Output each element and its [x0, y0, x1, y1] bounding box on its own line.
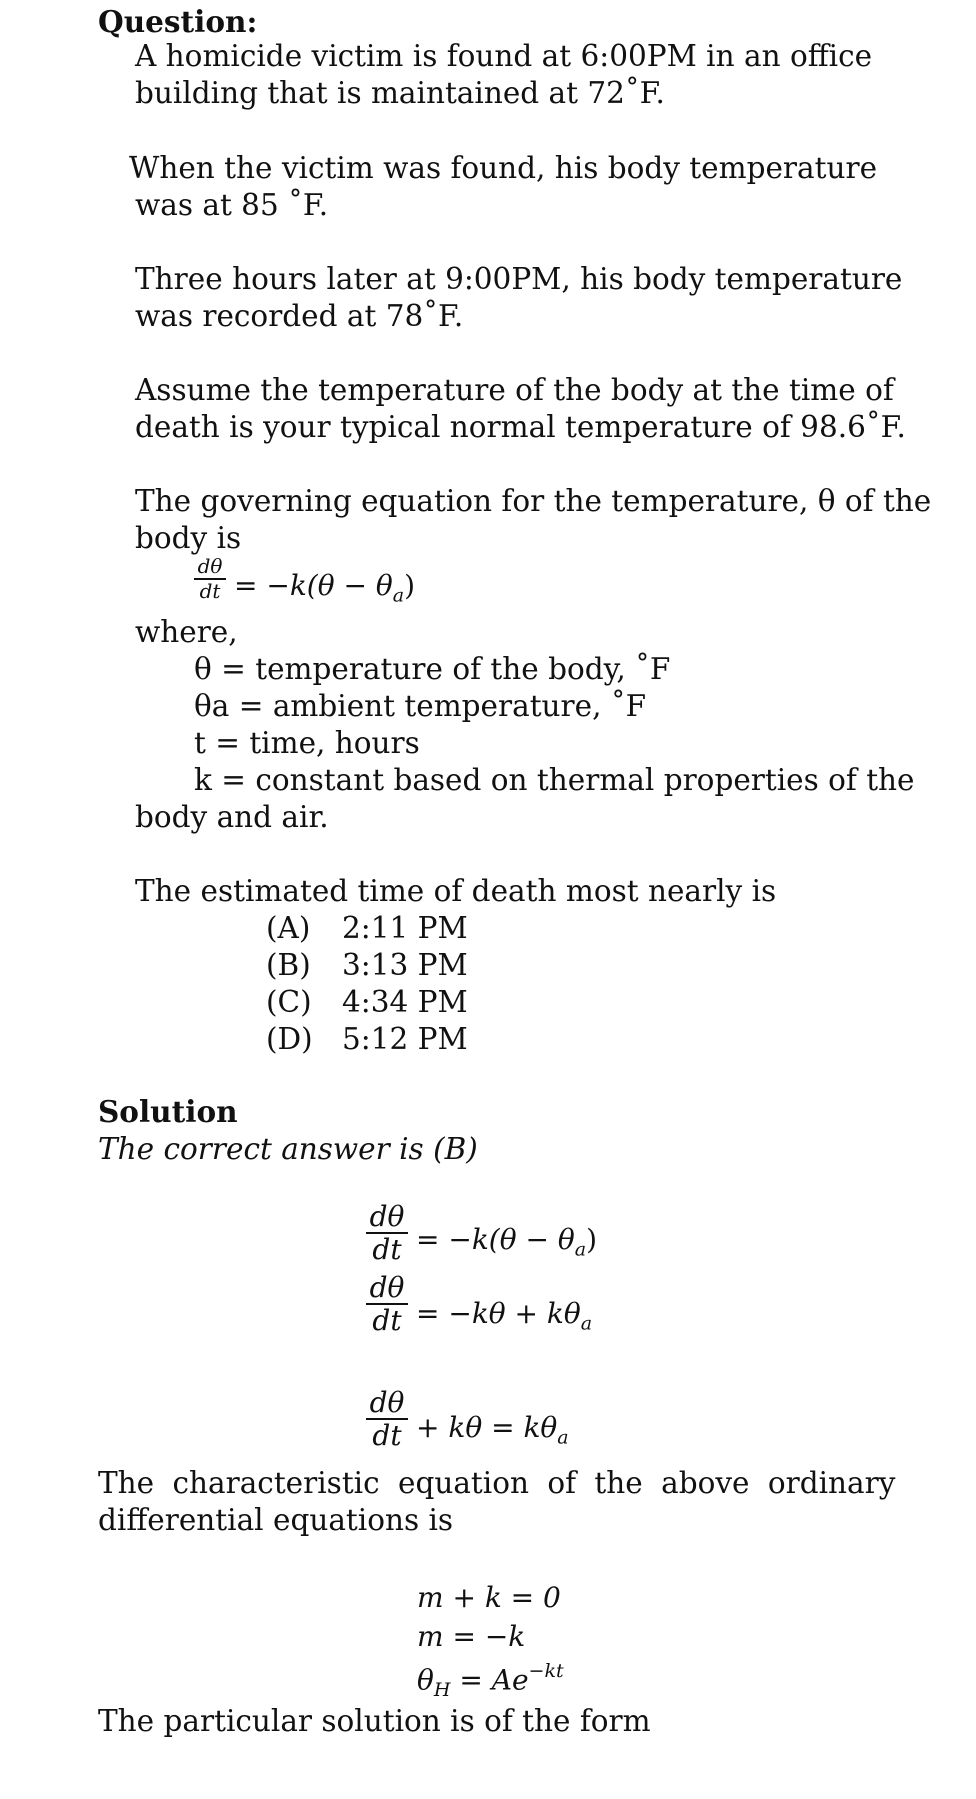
option-letter: (C) [266, 985, 312, 1019]
solution-heading: Solution [98, 1094, 238, 1129]
fraction-denominator: dt [372, 1304, 402, 1338]
equation-text: = −kθ + kθ [416, 1297, 581, 1330]
subscript: a [557, 1426, 569, 1449]
option-text: 3:13 PM [342, 948, 468, 982]
superscript: −kt [528, 1660, 564, 1682]
option-text: 5:12 PM [342, 1022, 468, 1056]
equation-text: ) [586, 1223, 597, 1256]
subscript: a [574, 1238, 587, 1261]
equation-text: = −k(θ − θ [416, 1223, 575, 1256]
paragraph-line: was recorded at 78˚F. [135, 299, 464, 333]
definition-line: k = constant based on thermal properties of the [194, 763, 915, 797]
paragraph-line: differential equations is [98, 1503, 454, 1537]
correct-answer: The correct answer is (B) [98, 1132, 478, 1166]
fraction-numerator: dθ [369, 1271, 405, 1304]
definition-line: body and air. [135, 800, 329, 834]
equation-text: θ [417, 1663, 434, 1697]
paragraph-line: The governing equation for the temperature, θ of the [135, 484, 932, 518]
paragraph-line: building that is maintained at 72˚F. [135, 76, 665, 110]
question-heading: Question: [98, 4, 258, 39]
equation-rhs [416, 1297, 592, 1335]
paragraph-line: The particular solution is of the form [98, 1704, 651, 1738]
option-text: 4:34 PM [342, 985, 468, 1019]
text: A homicide victim is found at 6:00PM in an office [135, 39, 873, 73]
paragraph-line: was at 85 ˚F. [135, 188, 329, 222]
where-label: where, [135, 615, 238, 649]
fraction-numerator: dθ [369, 1386, 405, 1419]
subscript: a [580, 1312, 593, 1335]
option-letter: (B) [266, 948, 311, 982]
equation-rhs [234, 569, 415, 607]
definition-line: θ = temperature of the body, ˚F [194, 652, 671, 686]
paragraph-line: Assume the temperature of the body at the time of [135, 373, 894, 407]
fraction-denominator: dt [372, 1419, 402, 1453]
equation-fraction [366, 1273, 408, 1336]
paragraph-line [135, 38, 873, 74]
equation-text: = Ae [450, 1663, 529, 1697]
subscript: H [433, 1679, 451, 1702]
equation-text: ) [404, 569, 415, 602]
paragraph-line: body is [135, 521, 242, 555]
paragraph-line: Three hours later at 9:00PM, his body temperature [135, 262, 903, 296]
definition-line: t = time, hours [194, 726, 420, 760]
fraction-numerator: dθ [369, 1200, 405, 1233]
option-text: 2:11 PM [342, 911, 468, 945]
equation-fraction [366, 1388, 408, 1451]
paragraph-line: death is your typical normal temperature of 98.6˚F. [135, 410, 906, 444]
fraction-denominator: dt [372, 1233, 402, 1267]
equation-fraction [194, 556, 226, 602]
equation-text: + kθ = kθ [416, 1411, 558, 1444]
question-prompt: The estimated time of death most nearly is [135, 874, 777, 908]
option-letter: (A) [266, 911, 311, 945]
equation-text: = −k(θ − θ [234, 569, 393, 602]
equation-rhs [416, 1223, 597, 1261]
characteristic-equation: m + k = 0 [417, 1581, 561, 1614]
equation-fraction [366, 1202, 408, 1265]
paragraph-line: When the victim was found, his body temperature [129, 151, 878, 185]
homogeneous-solution [417, 1660, 564, 1701]
fraction-denominator: dt [199, 579, 221, 603]
fraction-numerator: dθ [197, 554, 223, 578]
option-letter: (D) [266, 1022, 313, 1056]
characteristic-root: m = −k [417, 1620, 526, 1653]
text: The characteristic equation of the above ordinary [98, 1466, 896, 1500]
definition-line: θa = ambient temperature, ˚F [194, 689, 647, 723]
paragraph-line [98, 1465, 896, 1501]
equation-rhs [416, 1411, 569, 1449]
subscript: a [392, 584, 405, 607]
